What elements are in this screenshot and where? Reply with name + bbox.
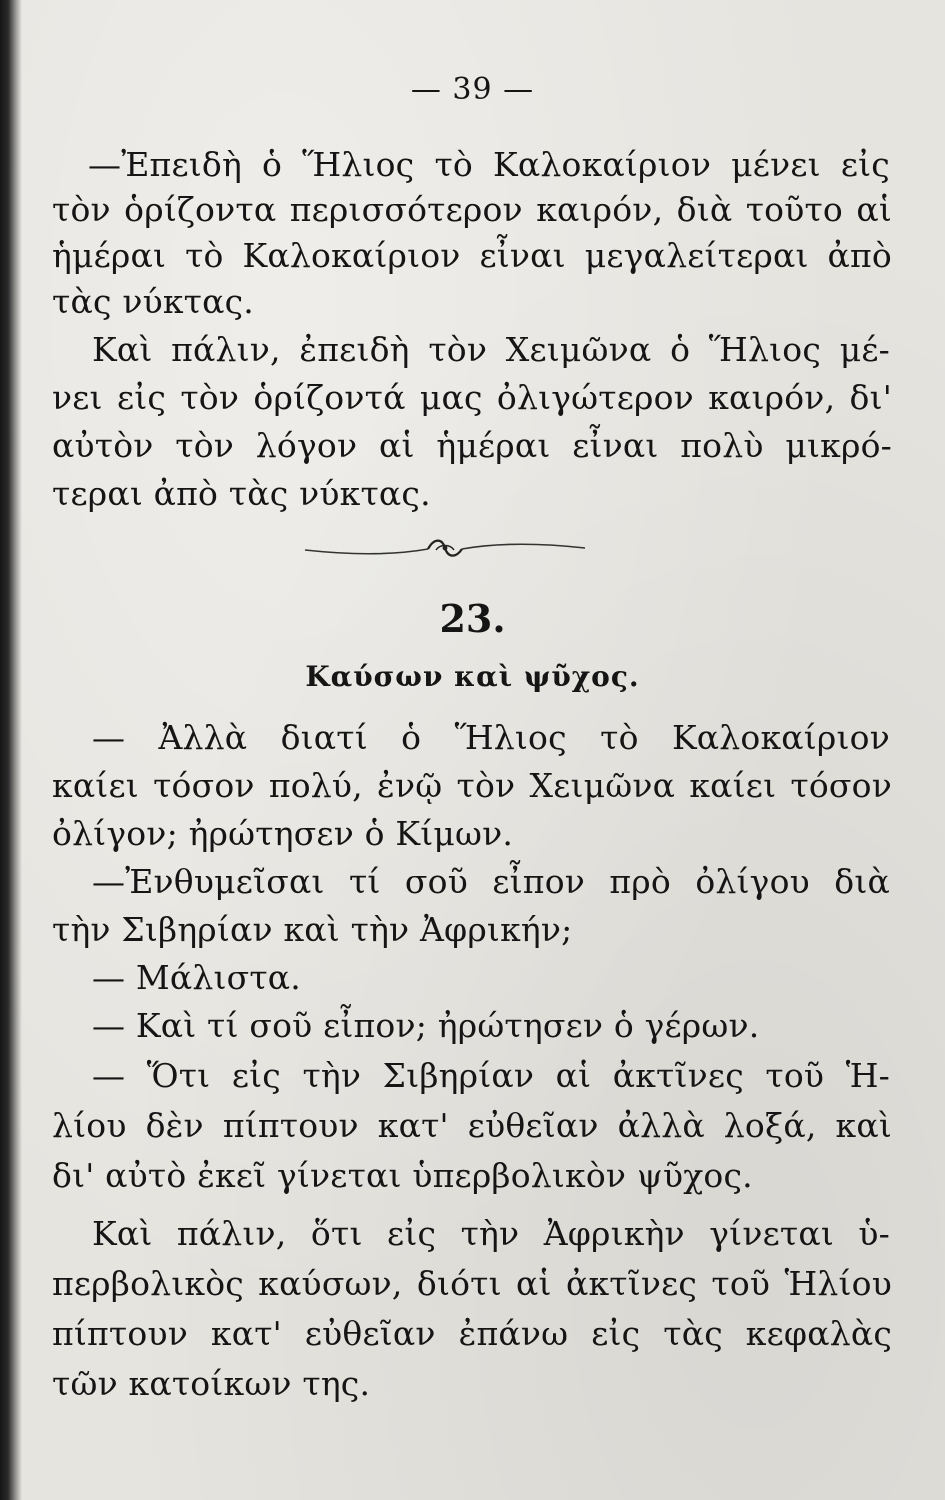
text-line: τὴν Σιβηρίαν καὶ τὴν Ἀφρικήν; — [52, 910, 573, 949]
section-number: 23. — [439, 596, 506, 641]
text-line: λίου δὲν πίπτουν κατ' εὐθεῖαν ἀλλὰ λοξά, καὶ — [52, 1106, 892, 1145]
text-line: ἡμέραι τὸ Καλοκαίριον εἶναι μεγαλείτεραι ἀπὸ — [52, 236, 892, 275]
text-line: πίπτουν κατ' εὐθεῖαν ἐπάνω εἰς τὰς κεφαλὰς — [52, 1314, 892, 1353]
text-line: ὀλίγον; ἠρώτησεν ὁ Κίμων. — [52, 814, 514, 853]
text-line: —Ἐνθυμεῖσαι τί σοῦ εἶπον πρὸ ὀλίγου διὰ — [92, 862, 890, 901]
text-line: — Μάλιστα. — [92, 958, 301, 997]
text-line: τεραι ἀπὸ τὰς νύκτας. — [52, 474, 431, 513]
section-title: Καύσων καὶ ψῦχος. — [305, 660, 640, 693]
text-line: —Ἐπειδὴ ὁ Ἥλιος τὸ Καλοκαίριον μένει εἰς — [88, 145, 890, 184]
text-line: — Ἀλλὰ διατί ὁ Ἥλιος τὸ Καλοκαίριον — [92, 718, 890, 757]
text-line: αὐτὸν τὸν λόγον αἱ ἡμέραι εἶναι πολὺ μικρό- — [52, 426, 892, 465]
text-line: δι' αὐτὸ ἐκεῖ γίνεται ὑπερβολικὸν ψῦχος. — [52, 1156, 753, 1195]
text-line: τὸν ὁρίζοντα περισσότερον καιρόν, διὰ τοῦτο αἱ — [52, 190, 892, 229]
ornament-divider — [300, 528, 590, 568]
text-line: — Ὅτι εἰς τὴν Σιβηρίαν αἱ ἀκτῖνες τοῦ Ἡ- — [92, 1056, 890, 1095]
text-line: Καὶ πάλιν, ἐπειδὴ τὸν Χειμῶνα ὁ Ἥλιος μέ- — [92, 330, 890, 369]
text-line: Καὶ πάλιν, ὅτι εἰς τὴν Ἀφρικὴν γίνεται ὑ- — [92, 1214, 890, 1253]
page-number: — 39 — — [410, 72, 535, 107]
page-binding-edge — [0, 0, 22, 1500]
text-line: καίει τόσον πολύ, ἐνῷ τὸν Χειμῶνα καίει τόσον — [52, 766, 892, 805]
text-line: περβολικὸς καύσων, διότι αἱ ἀκτῖνες τοῦ Ἡλίου — [52, 1264, 892, 1303]
text-line: — Καὶ τί σοῦ εἶπον; ἠρώτησεν ὁ γέρων. — [92, 1006, 760, 1045]
text-line: τὰς νύκτας. — [52, 282, 254, 321]
text-line: τῶν κατοίκων της. — [52, 1364, 371, 1403]
text-line: νει εἰς τὸν ὁρίζοντά μας ὀλιγώτερον καιρόν, δι' — [52, 378, 892, 417]
